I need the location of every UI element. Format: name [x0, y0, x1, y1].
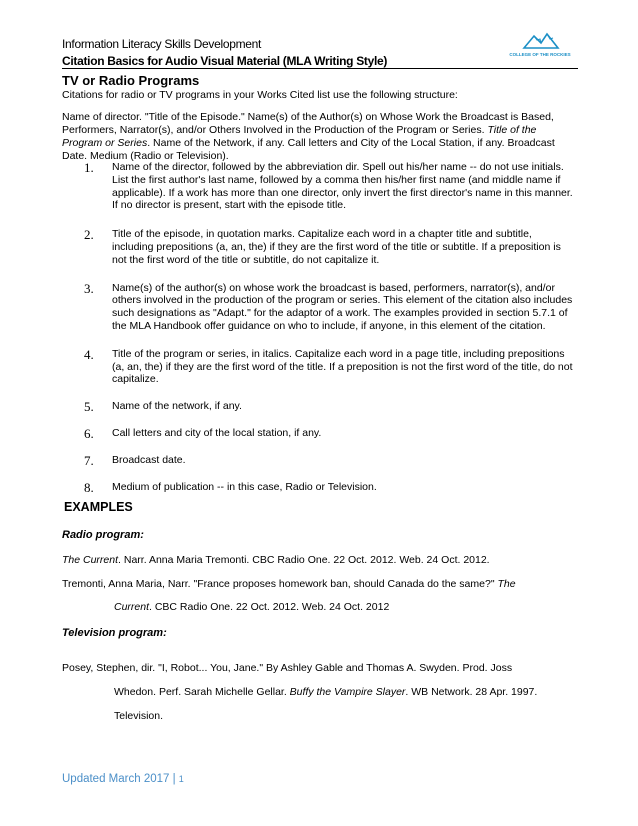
- section-title: TV or Radio Programs: [62, 73, 200, 88]
- tv-label: Television program:: [62, 627, 167, 639]
- tv-citation-line2: [114, 686, 537, 698]
- list-item: [84, 161, 574, 212]
- list-text: Broadcast date.: [112, 454, 186, 467]
- list-text: Call letters and city of the local station, if any.: [112, 427, 322, 440]
- radio1-rest: . Narr. Anna Maria Tremonti. CBC Radio One. 22 Oct. 2012. Web. 24 Oct. 2012.: [118, 554, 490, 566]
- list-text: Title of the episode, in quotation marks. Capitalize each word in a chapter title and subtitle, including prepositions (a, an, the) if they are the first word of the title or subtitle. If a preposition is not the first word of the title or subtitle, do not capitalize it.: [112, 228, 561, 266]
- logo-text: COLLEGE OF THE ROCKIES: [509, 52, 571, 57]
- list-number: 5.: [84, 399, 94, 415]
- list-number: 3.: [84, 280, 94, 296]
- list-number: 8.: [84, 480, 94, 496]
- intro-text: Citations for radio or TV programs in your Works Cited list use the following structure:: [62, 89, 458, 101]
- mountain-logo-icon: [512, 30, 570, 52]
- list-number: 7.: [84, 453, 94, 469]
- list-text: Medium of publication -- in this case, Radio or Television.: [112, 481, 377, 494]
- list-text: Name of the network, if any.: [112, 400, 242, 413]
- tv-citation-line1: Posey, Stephen, dir. "I, Robot... You, Jane." By Ashley Gable and Thomas A. Swyden. Prod. Joss: [62, 662, 513, 674]
- element-list: [84, 161, 574, 494]
- structure-text: [62, 111, 562, 163]
- header-line1: Information Literacy Skills Development: [62, 37, 262, 51]
- tv-line2a: Whedon. Perf. Sarah Michelle Gellar.: [114, 686, 290, 698]
- footer-text: Updated March 2017 |: [62, 773, 179, 785]
- radio1-title: The Current: [62, 554, 119, 566]
- list-item: [84, 348, 574, 386]
- list-text: Name of the director, followed by the abbreviation dir. Spell out his/her name -- do not use initials. List the first author's last name, followed by a comma then his/her first name (and middle name if applicable). If a work has more than one director, only invert the first director's name in this manner. If no director is present, start with the episode title.: [112, 161, 573, 212]
- radio2-line2-italic: Current: [114, 601, 150, 613]
- list-item: [84, 400, 574, 413]
- structure-part-a: Name of director. "Title of the Episode." Name(s) of the Author(s) on Whose Work the Broadcast is Based, Performers, Narrator(s), and/or Others Involved in the Production of the Program or Series.: [62, 111, 554, 136]
- tv-line2b: . WB Network. 28 Apr. 1997.: [405, 686, 538, 698]
- page-footer: [62, 773, 184, 785]
- structure-italic: Title of the Program or Series: [62, 124, 537, 149]
- list-text: Name(s) of the author(s) on whose work the broadcast is based, performers, narrator(s), and/or others involved in the production of the program or series. This element of the citation also includes such designations as "Adapt." for the adaptor of a work. The examples provided in section 5.7.1 of the MLA Handbook offer guidance on who to include, if anyone, in this element of the citation.: [112, 281, 573, 332]
- list-item: [84, 282, 574, 333]
- examples-heading: EXAMPLES: [64, 500, 133, 514]
- list-item: [84, 228, 574, 266]
- header-line2: Citation Basics for Audio Visual Material (MLA Writing Style): [62, 54, 388, 68]
- list-number: 1.: [84, 160, 94, 175]
- radio-citation-2: [62, 578, 516, 590]
- list-number: 4.: [84, 346, 94, 362]
- radio-label: Radio program:: [62, 529, 144, 541]
- list-text: Title of the program or series, in italics. Capitalize each word in a page title, including prepositions (a, an, the) if they are the first word of the title. If a preposition is not the first word of the title, do not capitalize.: [112, 347, 573, 386]
- radio-citation-2-cont: [114, 601, 389, 613]
- radio2-line1: Tremonti, Anna Maria, Narr. "France proposes homework ban, should Canada do the same?": [62, 578, 498, 590]
- header-rule: [62, 68, 578, 69]
- radio2-line2-rest: . CBC Radio One. 22 Oct. 2012. Web. 24 Oct. 2012: [149, 601, 390, 613]
- list-item: [84, 481, 574, 494]
- list-item: [84, 427, 574, 440]
- radio2-line1-italic: The: [497, 578, 516, 590]
- radio-citation-1: [62, 554, 490, 566]
- list-number: 2.: [84, 227, 94, 243]
- list-number: 6.: [84, 426, 94, 442]
- structure-part-b: . Name of the Network, if any. Call letters and City of the Local Station, if any. Broadcast Date. Medium (Radio or Television).: [62, 137, 555, 162]
- list-item: [84, 454, 574, 467]
- tv-citation-line3: Television.: [114, 710, 164, 722]
- college-logo: [512, 30, 570, 66]
- page-number: 1: [178, 774, 184, 784]
- tv-series-title: Buffy the Vampire Slayer: [289, 686, 406, 698]
